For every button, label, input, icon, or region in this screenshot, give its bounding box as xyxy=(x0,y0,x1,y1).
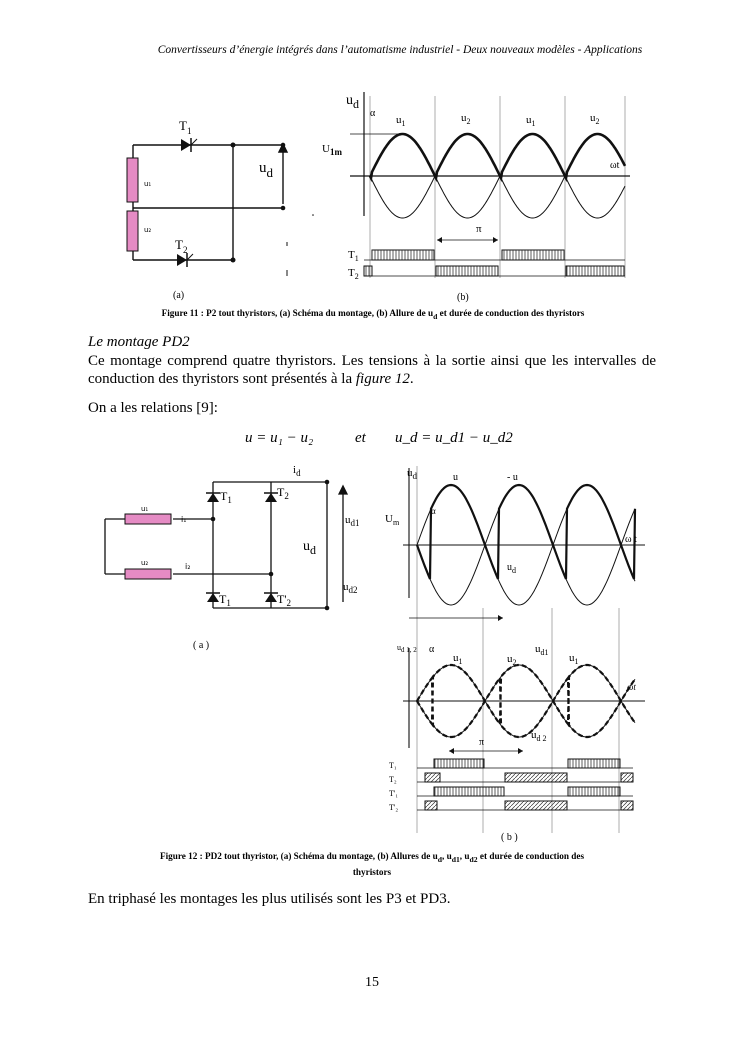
i1-label: i₁ xyxy=(181,515,187,524)
t1-label: $T_1$ xyxy=(179,118,192,136)
closing-paragraph: En triphasé les montages les plus utilisés sont les P3 et PD3. xyxy=(88,891,451,907)
figure-12-reference: figure 12 xyxy=(355,371,410,387)
figure-11-circuit xyxy=(115,108,325,303)
ud-label: ud xyxy=(303,539,316,557)
wt-label: ωt xyxy=(610,160,620,171)
t1-row-label: $T_1$ xyxy=(348,249,359,263)
ud12-label: ud 1, 2 xyxy=(397,643,417,654)
section-paragraph-2: On a les relations [9]: xyxy=(88,400,218,416)
id-label: $i_d$ xyxy=(293,464,301,478)
wave-ud2-conducting xyxy=(417,678,635,737)
u1-label: u₁ xyxy=(141,505,149,513)
figure-12-caption: Figure 12 : PD2 tout thyristor, (a) Schéma du montage, (b) Allures de $u_d$, $u_{d1}$, $u_{d2}$ et durée de conduction des thyristors xyxy=(159,851,585,877)
t1-label: $T_1$ xyxy=(220,489,232,505)
resistor-1 xyxy=(127,158,138,202)
equation-et: et xyxy=(355,430,366,446)
bridge-thyristors xyxy=(206,493,278,602)
um-label: $U_m$ xyxy=(385,513,400,527)
t2-prime-label: $T'_2$ xyxy=(277,592,291,608)
wave-label-1: $u_1$ xyxy=(396,114,406,128)
ud-label: ud xyxy=(259,160,273,180)
panel-b-label: (b) xyxy=(457,292,469,303)
equation-right: u_d = u_d1 − u_d2 xyxy=(395,430,513,446)
u2-label: u₂ xyxy=(144,226,152,234)
t1-prime-label: $T_1$ xyxy=(219,592,231,608)
ud1-label: $u_{d1}$ xyxy=(345,514,360,528)
alpha-label-mid: α xyxy=(429,644,435,655)
alpha-label-top: α xyxy=(431,506,436,516)
ud-axis-label: $u_d$ xyxy=(407,467,417,481)
u1-label-a: $u_1$ xyxy=(453,652,463,666)
wave-label-2: $u_2$ xyxy=(461,112,471,126)
resistor-2 xyxy=(127,211,138,251)
resistor-2 xyxy=(125,569,171,579)
i2-label: i₂ xyxy=(185,562,191,571)
row-label-t2-prime: T'₂ xyxy=(389,803,399,812)
u1-label-b: $u_1$ xyxy=(569,652,579,666)
figure-12-circuit xyxy=(95,462,375,657)
ud2-label: $u_{d 2}$ xyxy=(531,729,547,743)
row-label-t1: T₁ xyxy=(389,761,397,770)
equation-left: u = u₁ − u₂ xyxy=(245,430,314,446)
pi-label: π xyxy=(479,737,485,748)
figure-11-caption: Figure 11 : P2 tout thyristors, (a) Schéma du montage, (b) Allure de $u_d$ et durée de conduction des thyristors xyxy=(161,308,585,321)
t2-row-label: $T_2$ xyxy=(348,267,359,281)
u2-label: u₂ xyxy=(141,559,149,567)
figure-12-waveform xyxy=(383,458,648,843)
minus-u-label: - u xyxy=(507,472,518,483)
wt-label-top: ω t xyxy=(625,534,637,545)
page-number: 15 xyxy=(365,975,379,990)
ud1-label: $u_{d1}$ xyxy=(535,643,549,657)
ud-axis-label: ud xyxy=(346,93,359,111)
u-label: u xyxy=(453,472,458,483)
ud-curve-label: $u_d$ xyxy=(507,562,516,575)
panel-a-label: (a) xyxy=(173,290,185,301)
wave-ud-output xyxy=(417,485,635,579)
wave-ud1-conducting xyxy=(417,665,635,724)
wave-label-3: $u_1$ xyxy=(526,114,536,128)
resistor-1 xyxy=(125,514,171,524)
wave-label-4: $u_2$ xyxy=(590,112,600,126)
alpha-label: α xyxy=(370,108,376,119)
row-label-t1-prime: T'₁ xyxy=(389,789,399,798)
panel-a-label: ( a ) xyxy=(193,640,210,651)
u1-label: u₁ xyxy=(144,180,152,188)
row-label-t2: T₂ xyxy=(389,775,397,784)
running-header: Convertisseurs d’énergie intégrés dans l’automatisme industriel - Deux nouveaux modèles - Applications xyxy=(157,44,643,56)
ud2-label: $u_{d2}$ xyxy=(343,581,358,595)
section-paragraph-1: Ce montage comprend quatre thyristors. Les tensions à la sortie ainsi que les intervalles de conduction des thyristors sont présentés à la figure 12. xyxy=(88,353,656,387)
figure-11-waveform xyxy=(320,86,640,306)
t2-label: $T_2$ xyxy=(277,485,289,501)
u1m-label: $U_{1m}$ xyxy=(322,143,342,157)
section-title: Le montage PD2 xyxy=(88,334,190,350)
wt-label-mid: ωt xyxy=(627,682,636,692)
conduction-bars xyxy=(425,759,633,810)
pi-label: π xyxy=(476,223,482,235)
u2-label: $u_2$ xyxy=(507,653,517,667)
panel-b-label: ( b ) xyxy=(501,832,518,843)
t2-label: $T_2$ xyxy=(175,237,188,255)
